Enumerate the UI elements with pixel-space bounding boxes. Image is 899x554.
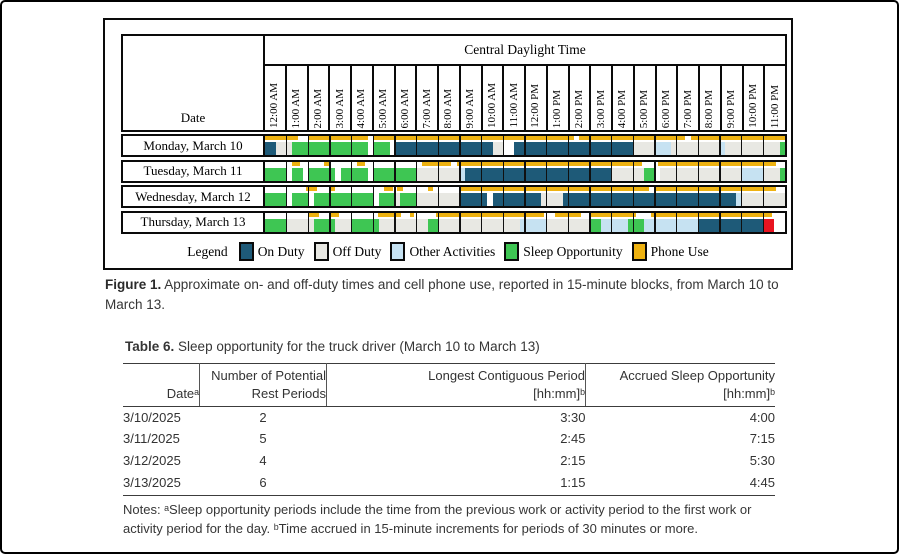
hour-gridline	[503, 162, 505, 181]
phone-use-segment	[397, 187, 402, 191]
phone-use-segment	[308, 213, 319, 217]
hour-gridline	[676, 162, 678, 181]
figure-1-panel	[103, 18, 793, 270]
legend-swatch-other	[390, 242, 405, 261]
hour-gridline	[763, 213, 765, 232]
table-row	[123, 451, 775, 473]
table-column-header: Longest Contiguous Period [hh:mm]ᵇ	[327, 364, 586, 407]
hour-label: 9:00 PM	[725, 89, 738, 128]
duty-segment-sleep	[292, 168, 303, 181]
hour-label: 5:00 AM	[377, 88, 390, 128]
hour-gridline	[546, 162, 548, 181]
hour-label-cell	[459, 66, 481, 130]
hour-gridline	[568, 162, 570, 181]
duty-segment-other	[742, 168, 764, 181]
hour-gridline	[676, 136, 678, 155]
duty-segment-sleep	[379, 193, 395, 206]
duty-segment-off_duty	[379, 219, 428, 232]
hour-gridline	[416, 136, 418, 155]
phone-use-segment	[357, 162, 365, 166]
hour-gridline	[611, 136, 613, 155]
legend-title: Legend	[187, 243, 228, 259]
hour-label-cell	[350, 66, 372, 130]
duty-segment-on_duty	[514, 142, 633, 155]
table-cell: 3:30	[560, 409, 586, 425]
phone-use-segment	[655, 187, 776, 191]
duty-segment-sleep	[314, 219, 336, 232]
legend-item	[632, 242, 709, 261]
hour-gridline	[416, 213, 418, 232]
hour-label: 11:00 PM	[768, 84, 781, 128]
timeline-row	[121, 211, 787, 234]
hour-labels-row	[265, 66, 785, 130]
timeline-row	[121, 160, 787, 183]
duty-segment-on_duty	[460, 193, 487, 206]
hour-gridline	[308, 187, 310, 206]
duty-segment-sleep	[308, 168, 335, 181]
hour-label: 5:00 PM	[638, 89, 651, 128]
hour-gridline	[698, 162, 700, 181]
legend-item	[390, 242, 495, 261]
phone-use-segment	[457, 162, 642, 166]
hour-gridline	[741, 187, 743, 206]
hour-gridline	[481, 213, 483, 232]
duty-segment-sleep	[265, 168, 287, 181]
duty-segment-off_duty	[763, 168, 779, 181]
hour-gridline	[416, 162, 418, 181]
duty-segment-off_duty	[725, 142, 779, 155]
day-timeline	[265, 187, 785, 206]
day-label: Tuesday, March 11	[123, 162, 265, 181]
hour-label-cell	[546, 66, 568, 130]
hour-label: 7:00 AM	[420, 88, 433, 128]
hour-gridline	[568, 213, 570, 232]
duty-segment-blank	[503, 142, 514, 155]
duty-segment-sleep	[341, 168, 368, 181]
day-label: Thursday, March 13	[123, 213, 265, 232]
table-title	[125, 339, 775, 354]
day-timeline	[265, 162, 785, 181]
time-header-area	[265, 36, 785, 130]
date-column-label: Date	[180, 110, 206, 125]
hour-gridline	[719, 162, 721, 181]
hour-label: 3:00 AM	[333, 88, 346, 128]
hour-label: 6:00 AM	[398, 88, 411, 128]
table-row	[123, 473, 775, 495]
day-timeline	[265, 213, 785, 232]
phone-use-segment	[460, 187, 649, 191]
phone-use-segment	[410, 213, 414, 217]
duty-segment-off_duty	[633, 142, 655, 155]
table-6-section	[123, 339, 775, 539]
hour-gridline	[438, 213, 440, 232]
hour-label: 4:00 AM	[355, 88, 368, 128]
hour-label: 2:00 PM	[572, 89, 585, 128]
hour-gridline	[719, 136, 721, 155]
hour-gridline	[524, 213, 526, 232]
duty-segment-other	[655, 142, 671, 155]
duty-segment-sleep	[628, 219, 644, 232]
hour-label: 12:00 AM	[268, 83, 281, 128]
figure-caption-label: Figure 1.	[105, 277, 162, 292]
legend-label: Sleep Opportunity	[523, 243, 623, 259]
table-cell: 5	[259, 431, 267, 447]
hour-label-cell	[307, 66, 329, 130]
hour-gridline	[698, 136, 700, 155]
hour-gridline	[286, 213, 288, 232]
hour-label: 10:00 PM	[746, 84, 759, 128]
hour-gridline	[308, 136, 310, 155]
hour-gridline	[741, 213, 743, 232]
legend-swatch-phone	[632, 242, 647, 261]
duty-segment-blank	[774, 219, 785, 232]
hour-gridline	[524, 187, 526, 206]
phone-use-segment	[378, 213, 402, 217]
day-label: Wednesday, March 12	[123, 187, 265, 206]
hour-label-cell	[265, 66, 285, 130]
duty-segment-off_duty	[660, 168, 741, 181]
hour-label: 8:00 PM	[703, 89, 716, 128]
table-cell: 2	[259, 409, 267, 425]
hour-gridline	[438, 162, 440, 181]
legend-items	[239, 242, 709, 261]
hour-gridline	[459, 187, 461, 206]
timeline-row	[121, 185, 787, 208]
hour-gridline	[308, 213, 310, 232]
timeline-rows	[121, 134, 787, 236]
legend-label: Off Duty	[332, 243, 382, 259]
hour-label: 1:00 AM	[290, 88, 303, 128]
hour-gridline	[373, 187, 375, 206]
hour-gridline	[524, 162, 526, 181]
hour-gridline	[503, 213, 505, 232]
duty-segment-off_duty	[671, 142, 720, 155]
table-cell: 3/12/2025	[123, 453, 181, 469]
hour-gridline	[741, 136, 743, 155]
duty-segment-sleep	[292, 193, 308, 206]
duty-segment-other	[601, 219, 628, 232]
hour-gridline	[438, 136, 440, 155]
hour-gridline	[719, 187, 721, 206]
hour-label-cell	[437, 66, 459, 130]
legend-swatch-off_duty	[314, 242, 329, 261]
table-cell: 4:00	[749, 409, 775, 425]
duty-segment-on_duty	[265, 142, 276, 155]
legend-swatch-sleep	[504, 242, 519, 261]
legend-item	[504, 242, 622, 261]
hour-label-cell	[568, 66, 590, 130]
phone-use-segment	[373, 136, 573, 140]
hour-gridline	[763, 162, 765, 181]
duty-segment-off_duty	[276, 142, 292, 155]
hour-gridline	[568, 187, 570, 206]
hour-label-cell	[285, 66, 307, 130]
hour-gridline	[394, 187, 396, 206]
hour-gridline	[503, 136, 505, 155]
hour-label-cell	[415, 66, 437, 130]
table-cell: 4	[259, 453, 267, 469]
table-row	[123, 429, 775, 451]
phone-use-segment	[428, 187, 433, 191]
hour-gridline	[589, 213, 591, 232]
legend-swatch-on_duty	[239, 242, 254, 261]
timeline-row	[121, 134, 787, 157]
hour-gridline	[459, 136, 461, 155]
hour-gridline	[481, 187, 483, 206]
duty-segment-sleep	[780, 142, 785, 155]
duty-segment-off_duty	[612, 168, 645, 181]
phone-use-segment	[330, 187, 335, 191]
hour-gridline	[654, 136, 656, 155]
hour-label: 11:00 AM	[507, 83, 520, 128]
duty-segment-sleep	[373, 142, 389, 155]
duty-segment-sleep	[780, 168, 785, 181]
hour-gridline	[546, 136, 548, 155]
table-cell: 5:30	[749, 453, 775, 469]
table-column-header: Number of Potential Rest Periods	[200, 364, 327, 407]
hour-gridline	[481, 162, 483, 181]
hour-gridline	[459, 162, 461, 181]
hour-gridline	[459, 213, 461, 232]
hour-gridline	[589, 136, 591, 155]
phone-use-segment	[292, 162, 300, 166]
hour-label-cell	[524, 66, 546, 130]
phone-use-segment	[330, 213, 339, 217]
legend-item	[314, 242, 382, 261]
hour-gridline	[438, 187, 440, 206]
duty-segment-off_duty	[335, 219, 351, 232]
hour-gridline	[763, 136, 765, 155]
hour-gridline	[351, 136, 353, 155]
hour-gridline	[286, 187, 288, 206]
hour-gridline	[373, 213, 375, 232]
table-title-text: Sleep opportunity for the truck driver (March 10 to March 13)	[178, 339, 540, 354]
hour-gridline	[654, 162, 656, 181]
duty-segment-sleep	[314, 193, 374, 206]
hour-gridline	[698, 187, 700, 206]
hour-gridline	[351, 213, 353, 232]
timeline-header-grid	[121, 34, 787, 132]
duty-segment-sleep	[352, 219, 379, 232]
hour-gridline	[329, 136, 331, 155]
hour-label-cell	[633, 66, 655, 130]
hour-gridline	[633, 162, 635, 181]
phone-use-segment	[384, 187, 393, 191]
hour-gridline	[524, 136, 526, 155]
table-cell: 2:45	[560, 431, 586, 447]
hour-gridline	[763, 187, 765, 206]
hour-label-cell	[720, 66, 742, 130]
hour-gridline	[611, 162, 613, 181]
duty-segment-off_duty	[287, 219, 314, 232]
figure-caption-text: Approximate on- and off-duty times and cell phone use, reported in 15-minute blocks, from March 10 to March 13.	[105, 277, 779, 313]
date-column-header-cell	[123, 36, 265, 130]
hour-label: 8:00 AM	[442, 88, 455, 128]
table-column-header: Dateᵃ	[123, 364, 200, 407]
hour-label-cell	[763, 66, 785, 130]
phone-use-segment	[436, 213, 544, 217]
hour-gridline	[329, 187, 331, 206]
hour-gridline	[568, 136, 570, 155]
hour-gridline	[741, 162, 743, 181]
duty-segment-other	[644, 219, 698, 232]
hour-label: 12:00 PM	[529, 84, 542, 128]
hour-gridline	[308, 162, 310, 181]
hour-gridline	[329, 213, 331, 232]
hour-label-cell	[698, 66, 720, 130]
phone-use-segment	[308, 136, 368, 140]
phone-use-segment	[651, 213, 772, 217]
day-label: Monday, March 10	[123, 136, 265, 155]
phone-use-segment	[265, 136, 298, 140]
hour-gridline	[633, 213, 635, 232]
hour-gridline	[394, 162, 396, 181]
duty-segment-on_duty	[493, 193, 542, 206]
hour-gridline	[719, 213, 721, 232]
hour-gridline	[589, 162, 591, 181]
table-cell: 3/10/2025	[123, 409, 181, 425]
hour-label: 1:00 PM	[551, 89, 564, 128]
legend-label: On Duty	[257, 243, 305, 259]
phone-use-segment	[691, 136, 785, 140]
hour-label-cell	[502, 66, 524, 130]
day-timeline	[265, 136, 785, 155]
duty-segment-red	[763, 219, 774, 232]
hour-gridline	[394, 213, 396, 232]
hour-gridline	[373, 136, 375, 155]
hour-label-cell	[655, 66, 677, 130]
table-cell: 4:45	[749, 475, 775, 491]
hour-gridline	[546, 213, 548, 232]
duty-segment-sleep	[590, 219, 601, 232]
table-row	[123, 407, 775, 429]
hour-label: 2:00 AM	[311, 88, 324, 128]
hour-gridline	[589, 187, 591, 206]
timezone-label: Central Daylight Time	[265, 36, 785, 66]
hour-label-cell	[611, 66, 633, 130]
duty-segment-off_duty	[438, 219, 519, 232]
duty-segment-sleep	[265, 193, 287, 206]
hour-label-cell	[742, 66, 764, 130]
hour-label-cell	[328, 66, 350, 130]
duty-segment-sleep	[400, 193, 416, 206]
duty-segment-sleep	[265, 219, 287, 232]
hour-label-cell	[481, 66, 503, 130]
hour-gridline	[373, 162, 375, 181]
hour-label: 6:00 PM	[659, 89, 672, 128]
table-notes: Notes: ᵃSleep opportunity periods include the time from the previous work or activity period to the first work or activity period for the day. ᵇTime accrued in 15-minute increments for periods of 30 minutes or more.	[123, 501, 752, 537]
hour-label-cell	[394, 66, 416, 130]
hour-label: 10:00 AM	[485, 83, 498, 128]
table-column-header: Accrued Sleep Opportunity [hh:mm]ᵇ	[586, 364, 776, 407]
hour-gridline	[503, 187, 505, 206]
hour-gridline	[546, 187, 548, 206]
hour-gridline	[286, 136, 288, 155]
hour-gridline	[698, 213, 700, 232]
legend-label: Phone Use	[650, 243, 709, 259]
hour-gridline	[351, 162, 353, 181]
hour-gridline	[633, 136, 635, 155]
legend	[105, 242, 791, 261]
duty-segment-off_duty	[541, 193, 563, 206]
figure-caption	[105, 275, 799, 316]
hour-label: 3:00 PM	[594, 89, 607, 128]
table-cell: 7:15	[749, 431, 775, 447]
hour-gridline	[286, 162, 288, 181]
hour-gridline	[351, 187, 353, 206]
hour-gridline	[611, 213, 613, 232]
table-cell: 1:15	[560, 475, 586, 491]
legend-item	[239, 242, 305, 261]
table-title-label: Table 6.	[125, 339, 175, 354]
hour-gridline	[676, 213, 678, 232]
table-cell: 3/13/2025	[123, 475, 181, 491]
hour-label: 4:00 PM	[616, 89, 629, 128]
hour-gridline	[481, 136, 483, 155]
hour-gridline	[676, 187, 678, 206]
legend-label: Other Activities	[409, 243, 496, 259]
table-cell: 2:15	[560, 453, 586, 469]
hour-gridline	[611, 187, 613, 206]
hour-gridline	[654, 213, 656, 232]
hour-label: 7:00 PM	[681, 89, 694, 128]
table-cell: 6	[259, 475, 267, 491]
hour-gridline	[654, 187, 656, 206]
duty-segment-on_duty	[395, 142, 493, 155]
table-cell: 3/11/2025	[123, 431, 180, 447]
sleep-opportunity-table	[123, 363, 775, 496]
duty-segment-on_duty	[698, 219, 763, 232]
hour-label: 9:00 AM	[464, 88, 477, 128]
phone-use-segment	[590, 213, 636, 217]
hour-gridline	[329, 162, 331, 181]
hour-label-cell	[589, 66, 611, 130]
hour-label-cell	[676, 66, 698, 130]
hour-gridline	[416, 187, 418, 206]
hour-gridline	[394, 136, 396, 155]
hour-label-cell	[372, 66, 394, 130]
hour-gridline	[633, 187, 635, 206]
